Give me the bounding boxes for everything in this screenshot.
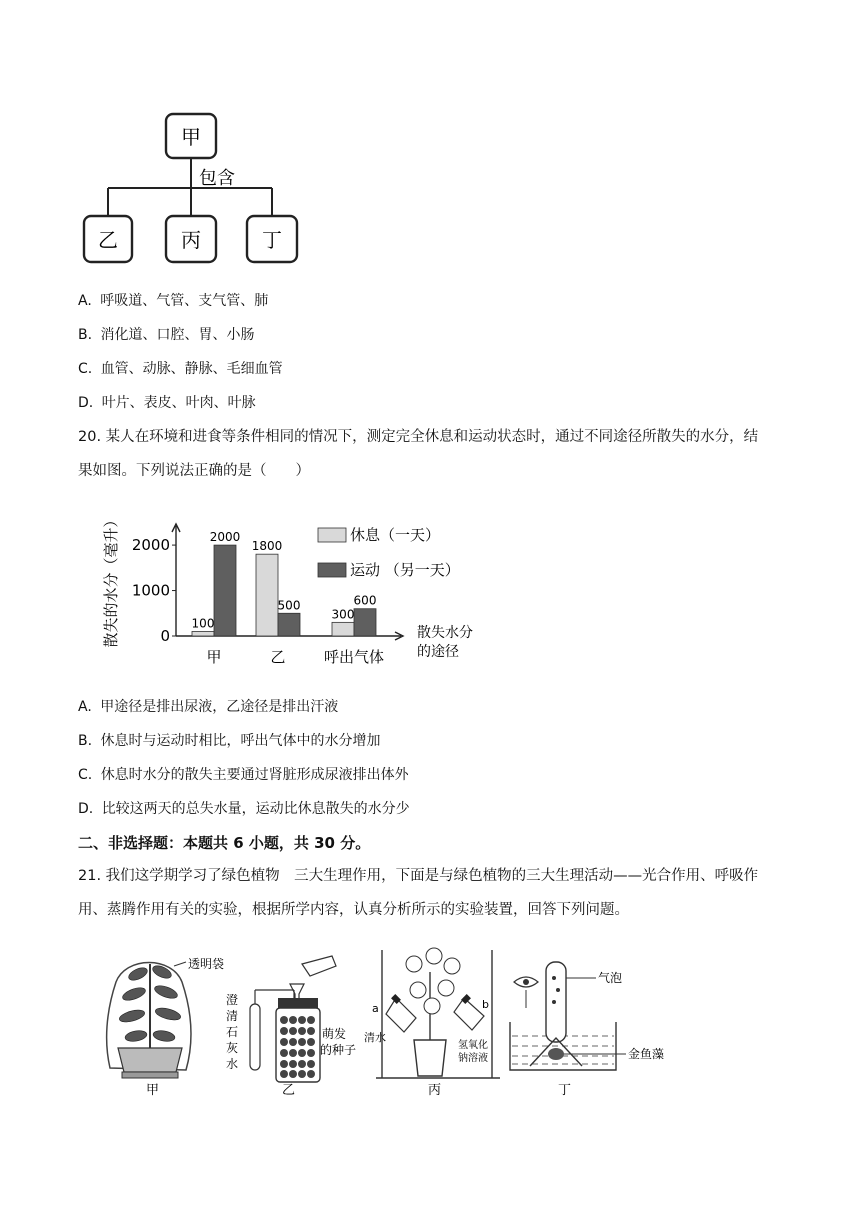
- option-text: 血管、动脉、静脉、毛细血管: [100, 361, 283, 377]
- caption-yi: 乙: [282, 1083, 296, 1098]
- bar-rest: [332, 622, 354, 636]
- figure-bing: [364, 948, 500, 1098]
- option-text: 休息时与运动时相比，呼出气体中的水分增加: [100, 733, 381, 749]
- data-label: 2000: [209, 530, 241, 545]
- figure-jia: [107, 956, 224, 1098]
- option-text: 比较这两天的总失水量，运动比休息散失的水分少: [101, 801, 410, 817]
- y-tick-label: 2000: [131, 536, 170, 555]
- option-letter: C.: [78, 767, 93, 783]
- q21-stem-line2: 用、蒸腾作用有关的实验，根据所学内容，认真分析所示的实验装置，回答下列问题。: [78, 902, 629, 918]
- concept-diagram: [80, 108, 310, 270]
- q20-option-a: [78, 697, 338, 717]
- label-limewater-3: 石: [226, 1025, 239, 1039]
- option-letter: D.: [78, 801, 94, 817]
- box-child-2-label: 丙: [181, 228, 201, 252]
- x-tick-label: 呼出气体: [323, 648, 385, 666]
- label-naoh-2: 钠溶液: [458, 1053, 488, 1064]
- bar-rest: [192, 631, 214, 636]
- x-tick-label: 甲: [206, 648, 222, 666]
- box-child-1-label: 乙: [98, 228, 118, 252]
- q19-option-b: [78, 325, 255, 345]
- label-seeds-2: 的种子: [320, 1043, 357, 1057]
- label-limewater-5: 水: [226, 1057, 239, 1071]
- option-letter: B.: [78, 733, 93, 749]
- option-text: 消化道、口腔、胃、小肠: [100, 327, 255, 343]
- chart-ylabel: 散失的水分（毫升）: [102, 512, 120, 648]
- q20-option-d: [78, 799, 410, 819]
- q20-stem-line2: 果如图。下列说法正确的是（ ）: [78, 463, 310, 479]
- x-tick-label: 乙: [270, 648, 286, 666]
- y-tick-label: 0: [160, 627, 170, 645]
- label-a: a: [372, 1002, 379, 1015]
- water-loss-chart: [96, 500, 516, 670]
- label-water: 清水: [364, 1031, 386, 1044]
- relation-label: 包含: [199, 168, 235, 189]
- section-title: 二、非选择题：本题共 6 小题，共 30 分。: [78, 834, 371, 852]
- caption-bing: 丙: [428, 1083, 442, 1098]
- chart-xlabel-line1: 散失水分: [417, 625, 473, 641]
- data-label: 300: [331, 607, 355, 622]
- q19-option-a: [78, 291, 268, 311]
- box-top-label: 甲: [181, 125, 201, 149]
- bar-rest: [256, 554, 278, 636]
- option-letter: B.: [78, 327, 93, 343]
- q19-option-c: [78, 359, 283, 379]
- bar-exercise: [278, 613, 300, 636]
- option-letter: A.: [78, 699, 92, 715]
- q20-option-c: [78, 765, 409, 785]
- label-limewater-4: 灰: [226, 1041, 239, 1055]
- experiment-figures: [96, 942, 686, 1100]
- q21-stem-line1: 21. 我们这学期学习了绿色植物 三大生理作用，下面是与绿色植物的三大生理活动——光合作用、呼吸作: [78, 868, 759, 884]
- box-child-3-label: 丁: [262, 228, 282, 252]
- q19-option-d: [78, 393, 256, 413]
- figure-yi: [226, 956, 356, 1098]
- legend-label-exercise: 运动 （另一天）: [350, 561, 460, 579]
- label-naoh-1: 氢氧化: [458, 1040, 488, 1051]
- caption-ding: 丁: [558, 1083, 572, 1098]
- option-letter: C.: [78, 361, 93, 377]
- caption-jia: 甲: [146, 1083, 160, 1098]
- legend-label-rest: 休息（一天）: [350, 526, 441, 544]
- label-limewater-2: 清: [226, 1009, 239, 1023]
- bar-exercise: [214, 545, 236, 636]
- label-bubble: 气泡: [598, 971, 623, 985]
- chart-xlabel-line2: 的途径: [417, 644, 459, 660]
- option-text: 甲途径是排出尿液，乙途径是排出汗液: [100, 699, 339, 715]
- data-label: 500: [277, 598, 301, 613]
- bar-exercise: [354, 609, 376, 636]
- data-label: 1800: [251, 539, 283, 554]
- q20-stem-line1: 20. 某人在环境和进食等条件相同的情况下，测定完全休息和运动状态时，通过不同途径所散失的水分，结: [78, 429, 759, 445]
- option-text: 叶片、表皮、叶肉、叶脉: [101, 395, 256, 411]
- label-b: b: [482, 998, 489, 1011]
- q20-option-b: [78, 731, 381, 751]
- data-label: 600: [353, 593, 377, 608]
- label-plant: 金鱼藻: [628, 1047, 665, 1061]
- chart-svg: [96, 500, 516, 670]
- label-seeds-1: 萌发: [322, 1027, 347, 1041]
- option-text: 休息时水分的散失主要通过肾脏形成尿液排出体外: [100, 767, 409, 783]
- data-label: 100: [191, 616, 215, 631]
- concept-diagram-svg: [80, 108, 310, 270]
- label-bag: 透明袋: [188, 957, 225, 971]
- option-letter: D.: [78, 395, 94, 411]
- y-tick-label: 1000: [131, 581, 170, 600]
- legend-swatch-exercise: [318, 563, 346, 577]
- option-text: 呼吸道、气管、支气管、肺: [100, 293, 269, 309]
- figure-ding: [510, 962, 664, 1098]
- legend-swatch-rest: [318, 528, 346, 542]
- experiment-figures-svg: [96, 942, 686, 1100]
- option-letter: A.: [78, 293, 92, 309]
- label-limewater-1: 澄: [226, 993, 239, 1007]
